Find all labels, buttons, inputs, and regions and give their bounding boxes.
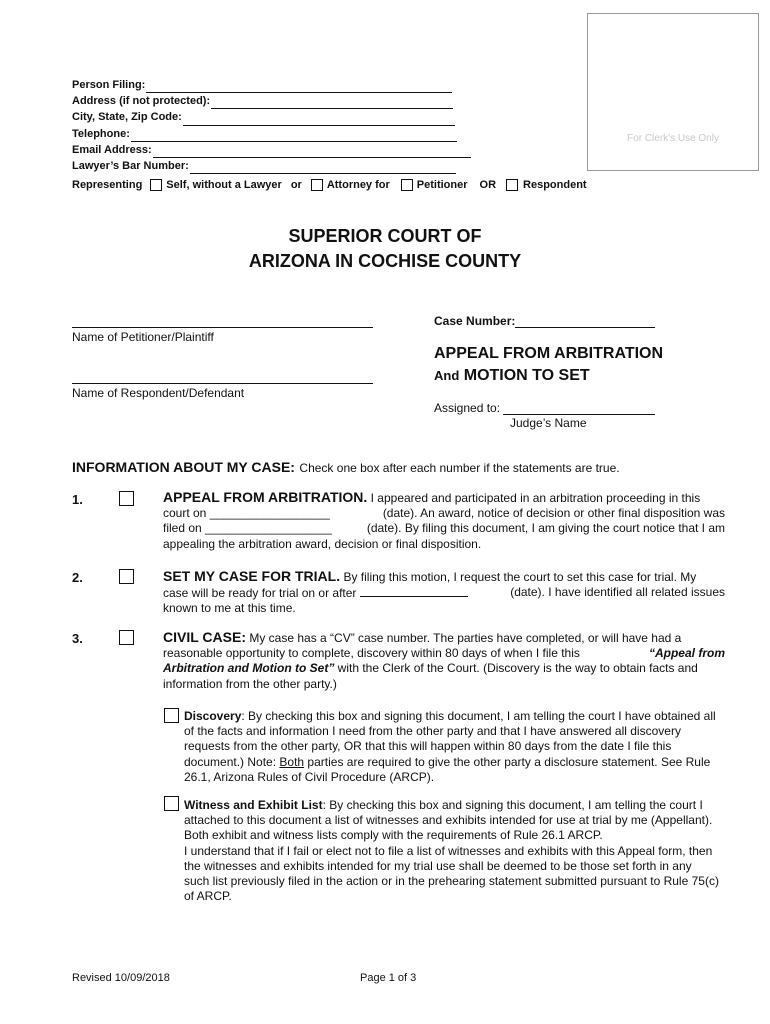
address-label: Address (if not protected): bbox=[72, 95, 211, 108]
clerk-use-label: For Clerk's Use Only bbox=[627, 133, 719, 144]
form-title-motion: MOTION TO SET bbox=[463, 367, 590, 384]
witness-line7: of ARCP. bbox=[184, 889, 232, 904]
case-number-row bbox=[434, 314, 655, 328]
discovery-line5: 26.1, Arizona Rules of Civil Procedure (ARCP). bbox=[184, 769, 435, 784]
petitioner-label: Petitioner bbox=[416, 179, 468, 191]
filer-info-block bbox=[72, 77, 471, 174]
court-title-line1: SUPERIOR COURT OF bbox=[288, 226, 482, 246]
witness-line4: I understand that if I fail or elect not to file a list of witnesses and exhibits with this Appeal form, then bbox=[184, 843, 713, 858]
respondent-name-field[interactable] bbox=[72, 383, 373, 384]
item-3-checkbox[interactable] bbox=[119, 630, 134, 645]
discovery-lead: Discovery bbox=[184, 709, 242, 723]
item-1-line1: I appeared and participated in an arbitration proceeding in this bbox=[370, 491, 701, 505]
revised-date: Revised 10/09/2018 bbox=[72, 972, 170, 984]
discovery-line4a: document.) Note: bbox=[184, 754, 277, 769]
telephone-label: Telephone: bbox=[72, 127, 130, 140]
item-2-line2: (date). I have identified all related issues bbox=[510, 585, 725, 600]
case-number-field[interactable] bbox=[515, 314, 655, 328]
page-number: Page 1 of 3 bbox=[360, 972, 417, 984]
item-2-line1: By filing this motion, I request the court to set this case for trial. My bbox=[343, 570, 697, 584]
item-3-line2: reasonable opportunity to complete, discovery within 80 days of when I file this bbox=[163, 646, 580, 661]
witness-line1: : By checking this box and signing this document, I am telling the court I bbox=[322, 798, 703, 812]
representing-label: Representing bbox=[72, 179, 143, 191]
email-label: Email Address: bbox=[72, 143, 152, 156]
representing-row bbox=[72, 179, 587, 191]
court-title-line2: ARIZONA IN COCHISE COUNTY bbox=[248, 251, 522, 271]
item-3-form-name-2: Arbitration and Motion to Set” bbox=[163, 661, 335, 676]
or-label: or bbox=[290, 179, 302, 191]
person-filing-field[interactable] bbox=[146, 80, 452, 93]
discovery-text bbox=[184, 709, 725, 785]
item-1-court-on: court on bbox=[163, 506, 207, 521]
self-label: Self, without a Lawyer bbox=[166, 179, 282, 191]
item-1-filed-on: filed on bbox=[163, 521, 202, 536]
item-2-number: 2. bbox=[72, 570, 83, 585]
item-2-date-blank[interactable] bbox=[360, 585, 468, 597]
respondent-checkbox[interactable] bbox=[506, 179, 518, 191]
discovery-line4b: parties are required to give the other party a disclosure statement. See Rule bbox=[307, 754, 711, 769]
item-2-checkbox[interactable] bbox=[119, 569, 134, 584]
address-row bbox=[72, 93, 471, 109]
item-3-form-name-1: “Appeal from bbox=[648, 646, 725, 661]
respondent-name-label: Name of Respondent/Defendant bbox=[72, 386, 245, 400]
witness-line5: the witnesses and exhibits intended for my trial use shall be deemed to be those set forth in any bbox=[184, 858, 692, 873]
bar-number-row bbox=[72, 158, 471, 174]
city-state-zip-field[interactable] bbox=[183, 113, 455, 126]
witness-line6: such list previously filed in the action or in the prehearing statement submitted pursuant to Rule 75(c) bbox=[184, 874, 719, 889]
item-1-date-blank-1[interactable]: __________________ bbox=[209, 506, 330, 521]
discovery-line2: of the facts and information I need from the other party and that I have answered all discovery bbox=[184, 724, 681, 739]
item-1-number: 1. bbox=[72, 492, 83, 507]
form-title-and: And bbox=[434, 368, 460, 383]
discovery-line3: requests from the other party, OR that this will happen within 80 days from the date I file this bbox=[184, 739, 672, 754]
court-title bbox=[0, 224, 770, 274]
address-field[interactable] bbox=[211, 96, 453, 109]
item-3-line1: My case has a “CV” case number. The parties have completed, or will have had a bbox=[249, 631, 682, 645]
form-title-line1: APPEAL FROM ARBITRATION bbox=[434, 345, 664, 362]
info-heading: INFORMATION ABOUT MY CASE: bbox=[72, 459, 295, 475]
person-filing-row bbox=[72, 77, 471, 93]
attorney-checkbox[interactable] bbox=[311, 179, 323, 191]
form-title-line2 bbox=[434, 367, 590, 385]
telephone-row bbox=[72, 126, 471, 142]
email-row bbox=[72, 142, 471, 158]
witness-line2: attached to this document a list of witnesses and exhibits intended for use at trial by me (Appellant). bbox=[184, 813, 713, 828]
city-state-zip-label: City, State, Zip Code: bbox=[72, 111, 182, 124]
judge-name-label: Judge’s Name bbox=[510, 416, 587, 430]
item-3-number: 3. bbox=[72, 631, 83, 646]
bar-number-label: Lawyer’s Bar Number: bbox=[72, 159, 189, 172]
self-checkbox[interactable] bbox=[150, 179, 162, 191]
witness-text bbox=[184, 798, 725, 904]
city-state-zip-row bbox=[72, 109, 471, 125]
item-3-text bbox=[163, 630, 725, 692]
item-1-text bbox=[163, 490, 725, 552]
witness-line3: Both exhibit and witness lists comply with the requirements of Rule 26.1 ARCP. bbox=[184, 828, 603, 843]
discovery-both: Both bbox=[279, 754, 305, 769]
clerk-use-box bbox=[587, 13, 759, 171]
item-1-line2: (date). An award, notice of decision or other final disposition was bbox=[382, 506, 725, 521]
item-3-lead: CIVIL CASE: bbox=[163, 629, 246, 645]
item-1-lead: APPEAL FROM ARBITRATION. bbox=[163, 489, 368, 505]
case-number-label: Case Number: bbox=[434, 314, 516, 328]
petitioner-checkbox[interactable] bbox=[401, 179, 413, 191]
discovery-line1: : By checking this box and signing this document, I am telling the court I have obtained all bbox=[241, 709, 716, 723]
item-3-line4: information from the other party.) bbox=[163, 676, 337, 691]
assigned-judge-field[interactable] bbox=[503, 401, 655, 415]
item-1-date-blank-2[interactable]: ___________________ bbox=[205, 521, 332, 536]
info-heading-row bbox=[72, 459, 620, 477]
item-1-checkbox[interactable] bbox=[119, 491, 134, 506]
item-3-line3: with the Clerk of the Court. (Discovery is the way to obtain facts and bbox=[337, 661, 698, 676]
discovery-checkbox[interactable] bbox=[164, 708, 179, 723]
item-2-text bbox=[163, 569, 725, 617]
email-field[interactable] bbox=[153, 145, 471, 158]
assigned-label: Assigned to: bbox=[434, 401, 501, 415]
item-2-line3: known to me at this time. bbox=[163, 601, 296, 616]
witness-checkbox[interactable] bbox=[164, 796, 179, 811]
respondent-label: Respondent bbox=[523, 179, 587, 191]
attorney-label: Attorney for bbox=[326, 179, 390, 191]
petitioner-name-label: Name of Petitioner/Plaintiff bbox=[72, 330, 214, 344]
info-instruction: Check one box after each number if the statements are true. bbox=[299, 461, 620, 475]
petitioner-name-field[interactable] bbox=[72, 327, 373, 328]
assigned-row bbox=[434, 401, 655, 415]
bar-number-field[interactable] bbox=[190, 161, 456, 174]
or-label-2: OR bbox=[479, 179, 497, 191]
person-filing-label: Person Filing: bbox=[72, 78, 146, 91]
item-1-line3: (date). By filing this document, I am giving the court notice that I am bbox=[366, 521, 725, 536]
telephone-field[interactable] bbox=[131, 129, 457, 142]
item-2-lead: SET MY CASE FOR TRIAL. bbox=[163, 568, 341, 584]
item-1-line4: appealing the arbitration award, decision or final disposition. bbox=[163, 536, 482, 551]
item-2-ready-date: case will be ready for trial on or after bbox=[163, 586, 357, 601]
witness-lead: Witness and Exhibit List bbox=[184, 798, 323, 812]
